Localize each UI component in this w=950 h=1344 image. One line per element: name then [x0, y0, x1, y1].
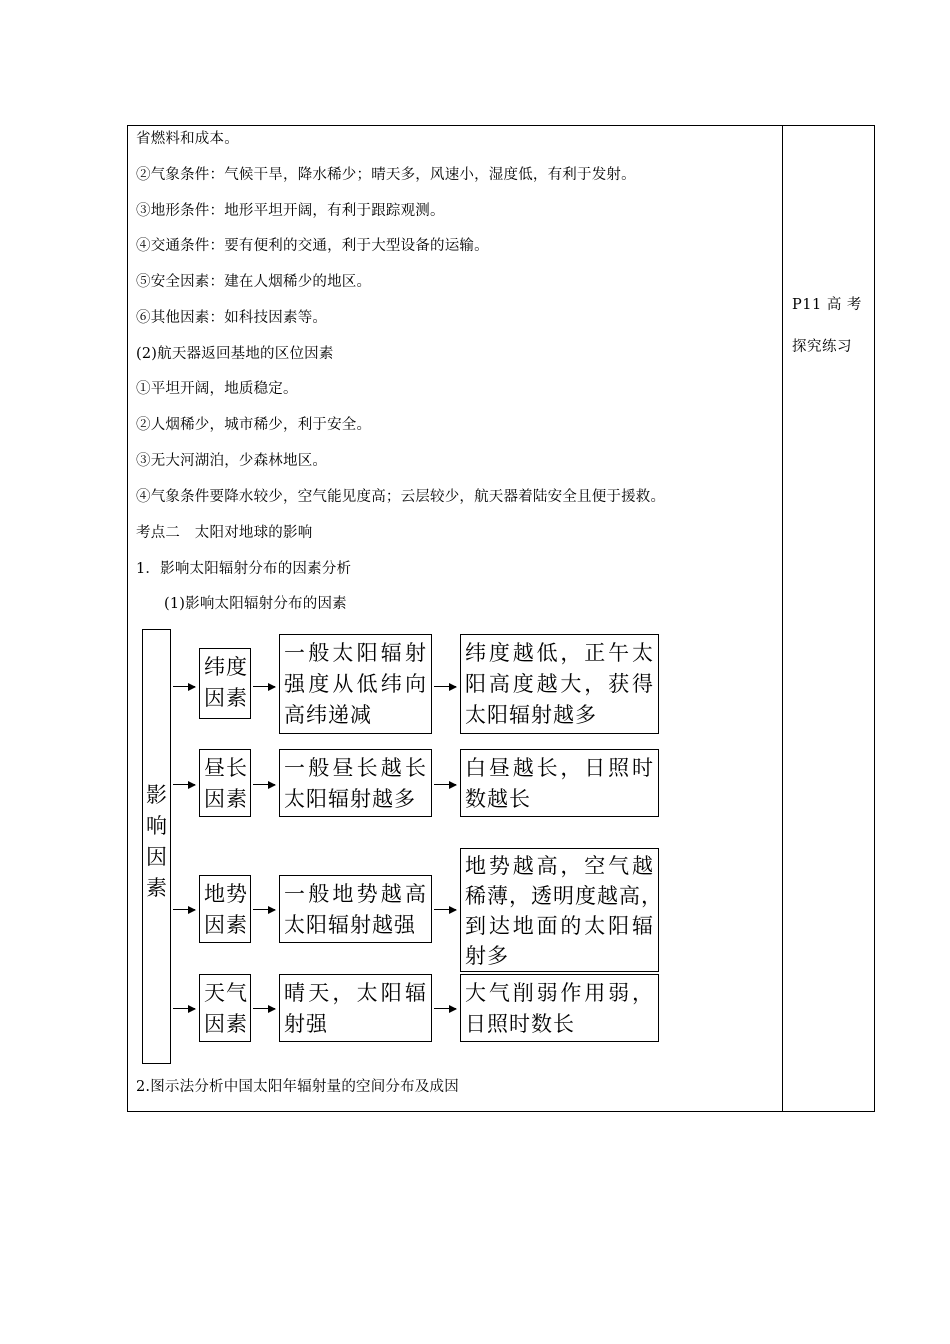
factor-box-weather: 天气 因素: [199, 974, 251, 1042]
subsection-heading: 1．影响太阳辐射分布的因素分析: [136, 561, 352, 577]
text-line: (2)航天器返回基地的区位因素: [136, 346, 334, 362]
column-divider: [782, 125, 783, 1112]
result-box-terrain: 地势越高，空气越 稀薄，透明度越高， 到达地面的太阳辐 射多: [460, 848, 659, 972]
text-line: ⑥其他因素：如科技因素等。: [136, 310, 328, 326]
result-box-weather: 大气削弱作用弱， 日照时数长: [460, 974, 659, 1042]
text-line: ③地形条件：地形平坦开阔，有利于跟踪观测。: [136, 203, 445, 219]
factor-box-daylength: 昼长 因素: [199, 749, 251, 817]
effect-box-daylength: 一般昼长越长 太阳辐射越多: [279, 749, 432, 817]
text-line: ②气象条件：气候干旱，降水稀少；晴天多，风速小，湿度低，有利于发射。: [136, 167, 636, 183]
section-heading: 考点二 太阳对地球的影响: [136, 525, 313, 541]
result-box-latitude: 纬度越低，正午太 阳高度越大，获得 太阳辐射越多: [460, 634, 659, 734]
effect-box-latitude: 一般太阳辐射 强度从低纬向 高纬递减: [279, 634, 432, 734]
factor-box-latitude: 纬度 因素: [199, 648, 251, 719]
text-line: ⑤安全因素：建在人烟稀少的地区。: [136, 274, 372, 290]
text-line: ②人烟稀少，城市稀少，利于安全。: [136, 417, 372, 433]
text-line: 省燃料和成本。: [136, 131, 239, 147]
text-line: ④气象条件要降水较少，空气能见度高；云层较少，航天器着陆安全且便于援救。: [136, 489, 666, 505]
text-line: ③无大河湖泊，少森林地区。: [136, 453, 328, 469]
text-line: ①平坦开阔，地质稳定。: [136, 381, 298, 397]
effect-box-terrain: 一般地势越高 太阳辐射越强: [279, 875, 432, 943]
result-box-daylength: 白昼越长，日照时 数越长: [460, 749, 659, 817]
subsection-heading: 2.图示法分析中国太阳年辐射量的空间分布及成因: [136, 1079, 459, 1095]
effect-box-weather: 晴天，太阳辐 射强: [279, 974, 432, 1042]
text-line: ④交通条件：要有便利的交通，利于大型设备的运输。: [136, 238, 489, 254]
sub-subsection-heading: (1)影响太阳辐射分布的因素: [164, 596, 347, 612]
side-note-line1: P11 高 考: [792, 297, 862, 313]
main-factor-label: 影 响 因 素: [146, 783, 167, 900]
factor-box-terrain: 地势 因素: [199, 875, 251, 943]
side-note-line2: 探究练习: [792, 339, 852, 355]
